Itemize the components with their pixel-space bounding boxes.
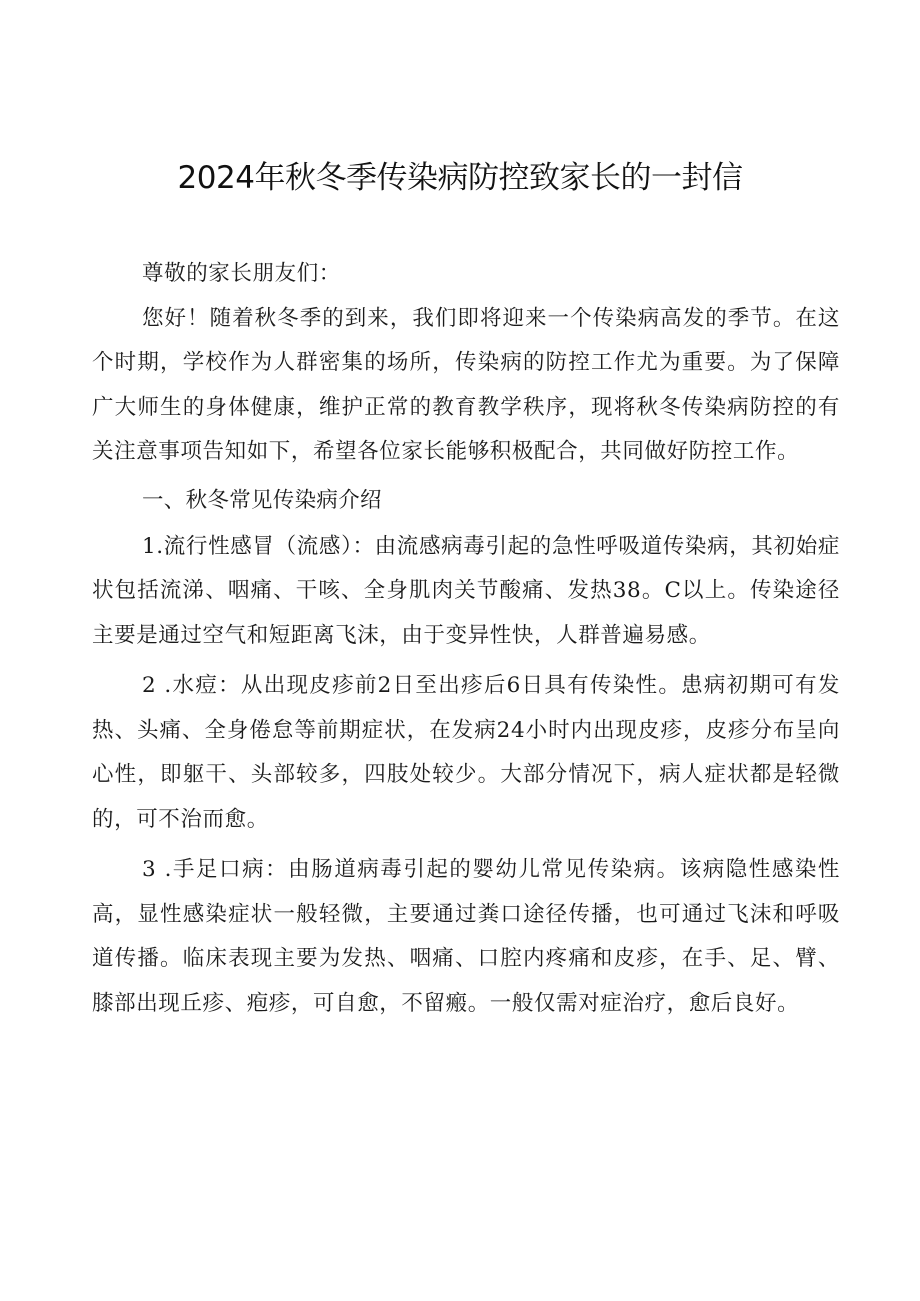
- disease-item-influenza: 1.流行性感冒（流感）：由流感病毒引起的急性呼吸道传染病，其初始症状包括流涕、咽痛、干咳、全身肌肉关节酸痛、发热38。C以上。传染途径主要是通过空气和短距离飞沫，由于变异性快，人群普遍易感。: [92, 533, 840, 648]
- disease-item-chickenpox: 2 .水痘：从出现皮疹前2日至出疹后6日具有传染性。患病初期可有发热、头痛、全身倦怠等前期症状，在发病24小时内出现皮疹，皮疹分布呈向心性，即躯干、头部较多，四肢处较少。大部分情况下，病人症状都是轻微的，可不治而愈。: [92, 673, 840, 832]
- section-heading: 一、秋冬常见传染病介绍: [142, 487, 382, 513]
- salutation: 尊敬的家长朋友们：: [142, 261, 341, 286]
- document-title: 2024年秋冬季传染病防控致家长的一封信: [177, 160, 743, 196]
- disease-item-hand-foot-mouth: 3 .手足口病：由肠道病毒引起的婴幼儿常见传染病。该病隐性感染性高，显性感染症状一般轻微，主要通过粪口途径传播，也可通过飞沫和呼吸道传播。临床表现主要为发热、咽痛、口腔内疼痛和皮疹，在手、足、臂、膝部出现丘疹、疱疹，可自愈，不留瘢。一般仅需对症治疗，愈后良好。: [92, 857, 840, 1016]
- letter-body: [92, 252, 840, 1026]
- intro-paragraph: 您好！随着秋冬季的到来，我们即将迎来一个传染病高发的季节。在这个时期，学校作为人群密集的场所，传染病的防控工作尤为重要。为了保障广大师生的身体健康，维护正常的教育教学秩序，现将秋冬传染病防控的有关注意事项告知如下，希望各位家长能够积极配合，共同做好防控工作。: [92, 305, 840, 464]
